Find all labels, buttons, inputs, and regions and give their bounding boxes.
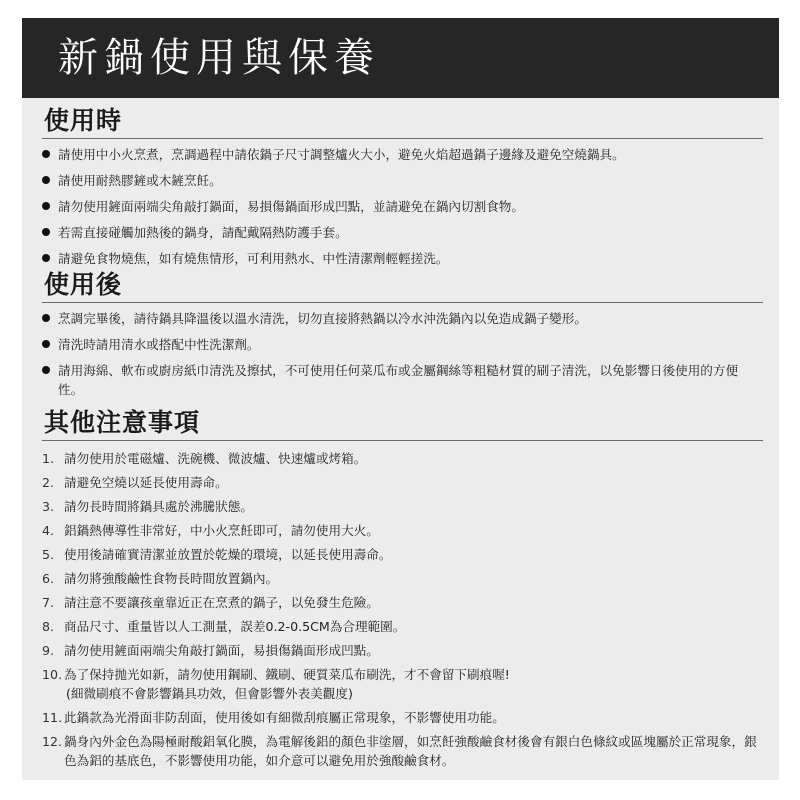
list-item: 9. 請勿使用鏟面兩端尖角敲打鍋面，易損傷鍋面形成凹點。 — [42, 643, 379, 658]
other-notes-list — [42, 449, 763, 770]
list-item: 11. 此鍋款為光滑面非防刮面，使用後如有細微刮痕屬正常現象，不影響使用功能。 — [42, 710, 505, 725]
section-header — [42, 406, 763, 441]
section-after-use — [42, 268, 763, 399]
list-item: 4. 鋁鍋熱傳導性非常好，中小火烹飪即可，請勿使用大火。 — [42, 523, 379, 538]
list-item: 5. 使用後請確實清潔並放置於乾燥的環境，以延長使用壽命。 — [42, 547, 392, 562]
section-title-other-notes: 其他注意事項 — [44, 408, 201, 437]
list-item: 清洗時請用清水或搭配中性洗潔劑。 — [42, 335, 763, 354]
list-item: 請使用耐熱膠鏟或木鏟烹飪。 — [42, 171, 763, 190]
after-use-list — [42, 309, 763, 399]
bullet-icon — [42, 366, 50, 374]
list-item: 請勿使用鏟面兩端尖角敲打鍋面，易損傷鍋面形成凹點，並請避免在鍋內切割食物。 — [42, 197, 763, 216]
page-title: 新鍋使用與保養 — [58, 35, 380, 81]
title-banner — [22, 18, 779, 98]
during-use-list — [42, 145, 763, 268]
bullet-icon — [42, 340, 50, 348]
list-item: 2. 請避免空燒以延長使用壽命。 — [42, 475, 228, 490]
section-other-notes — [42, 406, 763, 770]
bullet-icon — [42, 314, 50, 322]
list-item: 若需直接碰觸加熱後的鍋身，請配戴隔熱防護手套。 — [42, 223, 763, 242]
list-item: 3. 請勿長時間將鍋具處於沸騰狀態。 — [42, 499, 253, 514]
bullet-icon — [42, 176, 50, 184]
section-title-after-use: 使用後 — [44, 270, 123, 299]
section-header — [42, 104, 763, 139]
bullet-icon — [42, 228, 50, 236]
list-item-note: (細微刷痕不會影響鍋具功效，但會影響外表美觀度) — [66, 686, 353, 701]
list-item: 請避免食物燒焦，如有燒焦情形，可利用熱水、中性清潔劑輕輕搓洗。 — [42, 249, 763, 268]
list-item: 6. 請勿將強酸鹼性食物長時間放置鍋內。 — [42, 571, 279, 586]
list-item: 7. 請注意不要讓孩童靠近正在烹煮的鍋子，以免發生危險。 — [42, 595, 379, 610]
section-during-use — [42, 104, 763, 268]
list-item: 請用海綿、軟布或廚房紙巾清洗及擦拭，不可使用任何菜瓜布或金屬鋼絲等粗糙材質的刷子清洗，以免影響日後使用的方便性。 — [42, 361, 763, 399]
list-item: 12. 鍋身內外金色為陽極耐酸鋁氧化膜，為電解後鋁的顏色非塗層，如烹飪強酸鹼食材後會有銀白色條紋或區塊屬於正常現象，銀色為鋁的基底色，不影響使用功能，如介意可以避免用於強酸鹼食材。 — [42, 734, 757, 768]
list-item: 請使用中小火烹煮，烹調過程中請依鍋子尺寸調整爐火大小，避免火焰超過鍋子邊緣及避免空燒鍋具。 — [42, 145, 763, 164]
list-item: 烹調完畢後，請待鍋具降溫後以溫水清洗，切勿直接將熱鍋以冷水沖洗鍋內以免造成鍋子變形。 — [42, 309, 763, 328]
bullet-icon — [42, 202, 50, 210]
list-item: 10. 為了保持拋光如新，請勿使用鋼刷、鐵刷、硬質菜瓜布刷洗，才不會留下刷痕喔! (細微刷痕不會影響鍋具功效，但會影響外表美觀度) — [42, 665, 763, 703]
bullet-icon — [42, 150, 50, 158]
list-item: 8. 商品尺寸、重量皆以人工測量，誤差0.2-0.5CM為合理範圍。 — [42, 619, 406, 634]
list-item: 1. 請勿使用於電磁爐、洗碗機、微波爐、快速爐或烤箱。 — [42, 451, 367, 466]
bullet-icon — [42, 254, 50, 262]
section-header — [42, 268, 763, 303]
section-title-during-use: 使用時 — [44, 106, 123, 135]
